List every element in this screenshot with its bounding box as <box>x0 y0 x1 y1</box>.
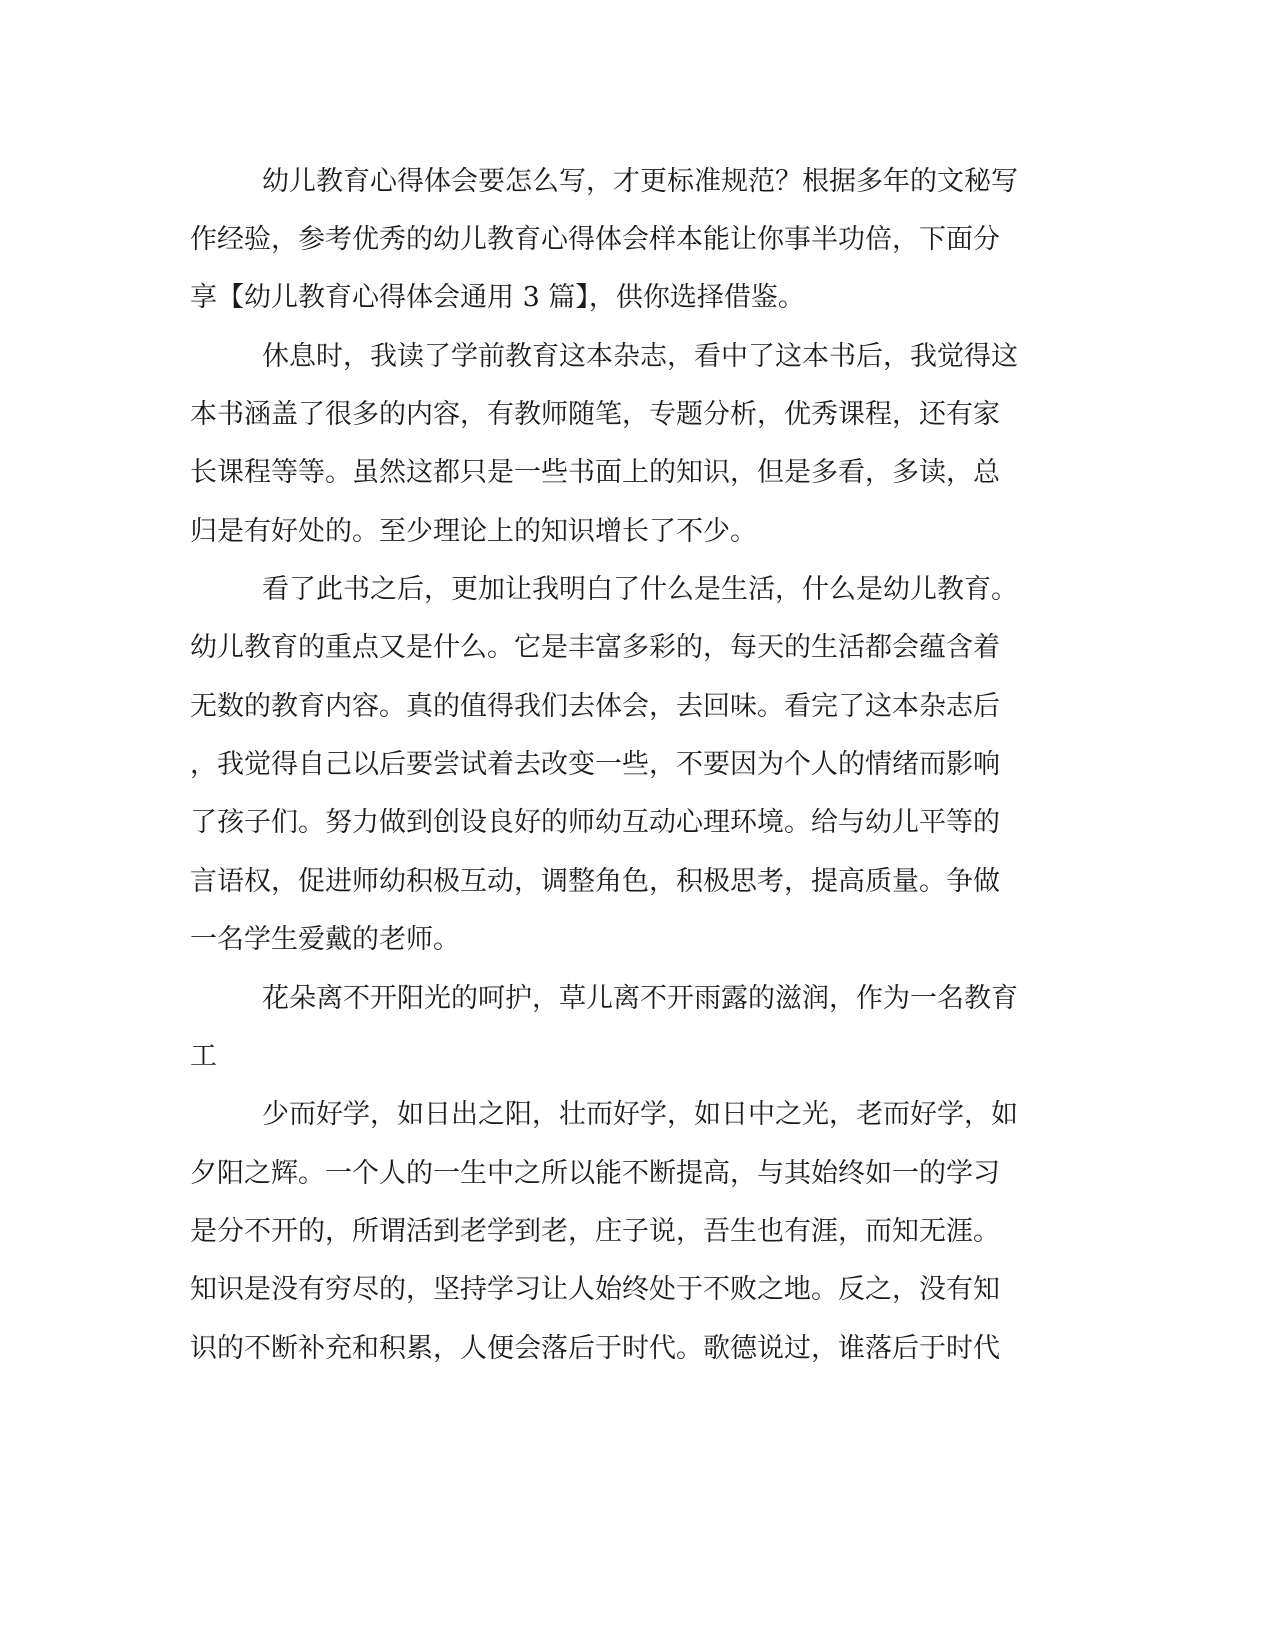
text-line: 无数的教育内容。真的值得我们去体会，去回味。看完了这本杂志后 <box>190 691 1000 722</box>
text-line: 工 <box>190 1041 217 1072</box>
text-line: 花朵离不开阳光的呵护，草儿离不开雨露的滋润，作为一名教育 <box>262 983 1018 1014</box>
text-line: 长课程等等。虽然这都只是一些书面上的知识，但是多看，多读，总 <box>190 457 1000 488</box>
text-line: 幼儿教育的重点又是什么。它是丰富多彩的，每天的生活都会蕴含着 <box>190 632 1000 663</box>
text-line: 作经验，参考优秀的幼儿教育心得体会样本能让你事半功倍，下面分 <box>190 224 1000 255</box>
text-line: 本书涵盖了很多的内容，有教师随笔，专题分析，优秀课程，还有家 <box>190 399 1000 430</box>
text-line: 一名学生爱戴的老师。 <box>190 924 460 955</box>
text-line: 言语权，促进师幼积极互动，调整角色，积极思考，提高质量。争做 <box>190 866 1000 897</box>
text-line: 享【幼儿教育心得体会通用 3 篇】，供你选择借鉴。 <box>190 282 805 313</box>
text-line: 归是有好处的。至少理论上的知识增长了不少。 <box>190 516 757 547</box>
text-line: 夕阳之辉。一个人的一生中之所以能不断提高，与其始终如一的学习 <box>190 1158 1000 1189</box>
text-line: 识的不断补充和积累，人便会落后于时代。歌德说过，谁落后于时代 <box>190 1333 1000 1364</box>
text-line: 少而好学，如日出之阳，壮而好学，如日中之光，老而好学，如 <box>262 1099 1018 1130</box>
text-line: 休息时，我读了学前教育这本杂志，看中了这本书后，我觉得这 <box>262 341 1018 372</box>
text-line: 了孩子们。努力做到创设良好的师幼互动心理环境。给与幼儿平等的 <box>190 807 1000 838</box>
text-line: 看了此书之后，更加让我明白了什么是生活，什么是幼儿教育。 <box>262 574 1018 605</box>
text-line: 知识是没有穷尽的，坚持学习让人始终处于不败之地。反之，没有知 <box>190 1274 1000 1305</box>
text-line: ，我觉得自己以后要尝试着去改变一些，不要因为个人的情绪而影响 <box>190 749 1000 780</box>
text-line: 幼儿教育心得体会要怎么写，才更标准规范？根据多年的文秘写 <box>262 166 1018 197</box>
text-line: 是分不开的，所谓活到老学到老，庄子说，吾生也有涯，而知无涯。 <box>190 1216 1000 1247</box>
